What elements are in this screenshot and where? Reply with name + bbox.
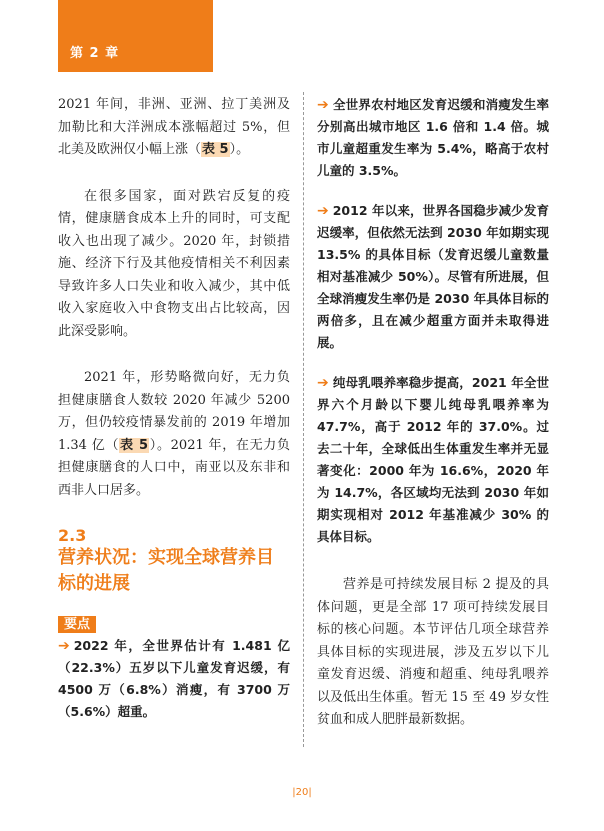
table-5-link[interactable]: 表 5 bbox=[120, 437, 149, 453]
chapter-tab bbox=[58, 0, 213, 72]
chapter-label: 第 2 章 bbox=[70, 46, 120, 61]
column-divider bbox=[303, 92, 304, 747]
paragraph-nutrition-intro: 营养是可持续发展目标 2 提及的具体问题，更是全部 17 项可持续发展目标的核心问题。本节评估几项全球营养具体目标的实现进展，涉及五岁以下儿童发育迟缓、消瘦和超重、纯母乳喂养以及低出生体重。暂无 15 至 49 岁女性贫血和成人肥胖最新数据。 bbox=[317, 577, 549, 727]
paragraph-cost-increase: 2021 年间，非洲、亚洲、拉丁美洲及加勒比和大洋洲成本涨幅超过 5%，但北美及欧洲仅小幅上涨（表 5）。 bbox=[58, 97, 290, 157]
arrow-right-icon: ➔ bbox=[317, 97, 329, 113]
table-5-link[interactable]: 表 5 bbox=[202, 142, 229, 157]
arrow-right-icon: ➔ bbox=[58, 638, 70, 654]
key-point-item: ➔ 2022 年，全世界估计有 1.481 亿（22.3%）五岁以下儿童发育迟缓，有 4500 万（6.8%）消瘦，有 3700 万（5.6%）超重。 bbox=[58, 638, 290, 719]
left-column bbox=[58, 94, 290, 741]
section-number: 2.3 bbox=[58, 526, 87, 545]
arrow-right-icon: ➔ bbox=[317, 203, 329, 219]
key-point-item: ➔ 全世界农村地区发育迟缓和消瘦发生率分别高出城市地区 1.6 倍和 1.4 倍。城市儿童超重发生率为 5.4%，略高于农村儿童的 3.5%。 bbox=[317, 97, 549, 178]
paragraph-income-decline: 在很多国家，面对跌宕反复的疫情，健康膳食成本上升的同时，可支配收入也出现了减少。2020 年，封锁措施、经济下行及其他疫情相关不利因素导致许多人口失业和收入减少，其中低收入家庭收入中食物支出占比较高，因此深受影响。 bbox=[58, 188, 290, 339]
paragraph-2021-situation: 2021 年，形势略微向好，无力负担健康膳食人数较 2020 年减少 5200 万，但仍较疫情暴发前的 2019 年增加 1.34 亿（表 5）。2021 年，在无力负担健康膳食的人口中，南亚以及东非和西非人口居多。 bbox=[58, 370, 290, 498]
key-points-label: 要点 bbox=[58, 616, 96, 633]
key-point-item: ➔ 纯母乳喂养率稳步提高，2021 年全世界六个月龄以下婴儿纯母乳喂养率为 47.7%，高于 2012 年的 37.0%。过去二十年，全球低出生体重发生率并无显著变化：2000 年为 16.6%，2020 年为 14.7%，各区域均无法到 2030 年如期实现相对 2012 年基准减少 30% 的具体目标。 bbox=[317, 375, 549, 544]
key-point-item: ➔ 2012 年以来，世界各国稳步减少发育迟缓率，但依然无法到 2030 年如期实现 13.5% 的具体目标（发育迟缓儿童数量相对基准减少 50%）。尽管有所进展，但全球消瘦发生率仍是 2030 年具体目标的两倍多，且在减少超重方面并未取得进展。 bbox=[317, 203, 549, 350]
arrow-right-icon: ➔ bbox=[317, 375, 329, 391]
right-column bbox=[317, 94, 549, 756]
page-number: |20| bbox=[292, 787, 312, 798]
section-title: 营养状况：实现全球营养目标的进展 bbox=[58, 547, 274, 594]
